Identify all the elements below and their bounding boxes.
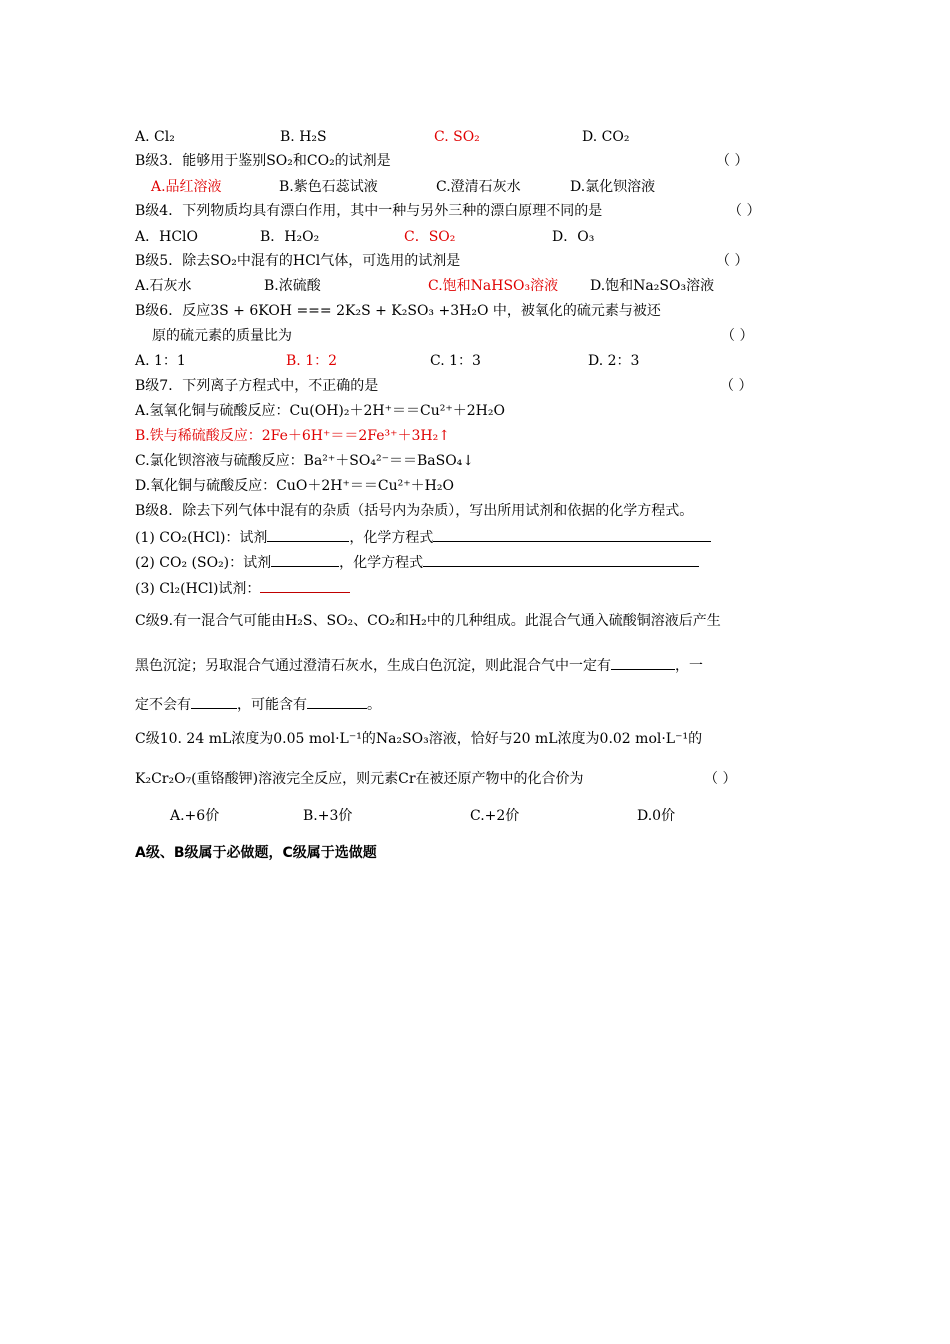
q8-item-1-equation-label: ，化学方程式 xyxy=(349,530,434,546)
q9-line3-mid: ，可能含有 xyxy=(237,697,307,713)
q2-option-d: D. CO₂ xyxy=(582,129,630,145)
q6-option-c: C. 1：3 xyxy=(430,353,481,369)
q8-item-1-reagent-label: (1) CO₂(HCl)：试剂 xyxy=(135,530,268,546)
q8-stem: B级8．除去下列气体中混有的杂质（括号内为杂质），写出所用试剂和依据的化学方程式。 xyxy=(135,503,694,519)
q9-line2-text: 黑色沉淀；另取混合气通过澄清石灰水，生成白色沉淀，则此混合气中一定有 xyxy=(135,658,611,674)
q7-option-d: D.氧化铜与硫酸反应：CuO＋2H⁺＝＝Cu²⁺＋H₂O xyxy=(135,478,454,494)
q6-option-a: A. 1：1 xyxy=(135,353,186,369)
q10-option-b: B.+3价 xyxy=(303,808,353,824)
q3-option-a: A.品红溶液 xyxy=(151,179,222,195)
q10-option-a: A.+6价 xyxy=(170,808,220,824)
q9-may-have-blank[interactable] xyxy=(307,694,367,709)
q6-answer-paren: （ ） xyxy=(721,328,754,344)
q6-option-d: D. 2：3 xyxy=(588,353,640,369)
q9-must-have-blank[interactable] xyxy=(611,655,675,670)
q10-option-c: C.+2价 xyxy=(470,808,520,824)
q5-stem: B级5．除去SO₂中混有的HCl气体，可选用的试剂是 xyxy=(135,253,461,269)
footer-note: A级、B级属于必做题，C级属于选做题 xyxy=(135,845,377,861)
q8-item-2-equation-blank[interactable] xyxy=(423,552,699,567)
q9-line2-end: ，一 xyxy=(675,658,703,674)
q2-option-a: A. Cl₂ xyxy=(135,129,175,145)
q10-line2: K₂Cr₂O₇(重铬酸钾)溶液完全反应，则元素Cr在被还原产物中的化合价为 xyxy=(135,771,584,787)
q3-answer-paren: （ ） xyxy=(716,153,749,169)
q7-answer-paren: （ ） xyxy=(720,378,753,394)
q4-option-a: A．HClO xyxy=(135,229,198,245)
q4-option-c: C．SO₂ xyxy=(404,229,456,245)
q7-option-b: B.铁与稀硫酸反应：2Fe＋6H⁺＝＝2Fe³⁺＋3H₂↑ xyxy=(135,428,450,444)
q10-answer-paren: （ ） xyxy=(704,771,737,787)
q8-item-3-reagent-blank[interactable] xyxy=(260,578,350,593)
q3-option-b: B.紫色石蕊试液 xyxy=(279,179,378,195)
q9-line3-end: 。 xyxy=(367,697,381,713)
q5-option-b: B.浓硫酸 xyxy=(264,278,321,294)
q8-item-1-reagent-blank[interactable] xyxy=(267,527,349,542)
q8-item-2-reagent-blank[interactable] xyxy=(271,552,339,567)
q9-line1: C级9.有一混合气可能由H₂S、SO₂、CO₂和H₂中的几种组成。此混合气通入硫酸铜溶液后产生 xyxy=(135,613,721,629)
q8-item-3-reagent-label: (3) Cl₂(HCl)试剂： xyxy=(135,581,261,597)
q9-must-not-blank[interactable] xyxy=(191,694,237,709)
q8-item-1 xyxy=(135,527,711,547)
q8-item-2-reagent-label: (2) CO₂ (SO₂)：试剂 xyxy=(135,555,272,571)
q2-option-c: C. SO₂ xyxy=(434,129,480,145)
q8-item-3 xyxy=(135,578,350,598)
q10-line1: C级10. 24 mL浓度为0.05 mol·L⁻¹的Na₂SO₃溶液，恰好与20 mL浓度为0.02 mol·L⁻¹的 xyxy=(135,731,703,747)
q6-option-b: B. 1：2 xyxy=(286,353,338,369)
q3-option-d: D.氯化钡溶液 xyxy=(570,179,656,195)
q6-stem-line1: B级6．反应3S + 6KOH === 2K₂S + K₂SO₃ +3H₂O 中，被氧化的硫元素与被还 xyxy=(135,303,661,319)
q4-answer-paren: （ ） xyxy=(728,203,761,219)
q5-option-c: C.饱和NaHSO₃溶液 xyxy=(428,278,559,294)
q7-option-a: A.氢氧化铜与硫酸反应：Cu(OH)₂＋2H⁺＝＝Cu²⁺＋2H₂O xyxy=(135,403,505,419)
q9-line3-text: 定不会有 xyxy=(135,697,191,713)
q7-option-c: C.氯化钡溶液与硫酸反应：Ba²⁺＋SO₄²⁻＝＝BaSO₄↓ xyxy=(135,453,475,469)
q4-stem: B级4．下列物质均具有漂白作用，其中一种与另外三种的漂白原理不同的是 xyxy=(135,203,603,219)
q9-line2 xyxy=(135,655,703,675)
q9-line3 xyxy=(135,694,381,714)
q8-item-1-equation-blank[interactable] xyxy=(433,527,711,542)
q2-option-b: B. H₂S xyxy=(280,129,327,145)
q5-answer-paren: （ ） xyxy=(716,253,749,269)
q8-item-2-equation-label: ，化学方程式 xyxy=(339,555,424,571)
q7-stem: B级7．下列离子方程式中，不正确的是 xyxy=(135,378,379,394)
q8-item-2 xyxy=(135,552,699,572)
q4-option-b: B．H₂O₂ xyxy=(260,229,320,245)
q5-option-a: A.石灰水 xyxy=(135,278,192,294)
q4-option-d: D．O₃ xyxy=(552,229,595,245)
q3-option-c: C.澄清石灰水 xyxy=(436,179,521,195)
q5-option-d: D.饱和Na₂SO₃溶液 xyxy=(590,278,715,294)
q10-option-d: D.0价 xyxy=(637,808,676,824)
q3-stem: B级3．能够用于鉴别SO₂和CO₂的试剂是 xyxy=(135,153,391,169)
q6-stem-line2: 原的硫元素的质量比为 xyxy=(152,328,292,344)
